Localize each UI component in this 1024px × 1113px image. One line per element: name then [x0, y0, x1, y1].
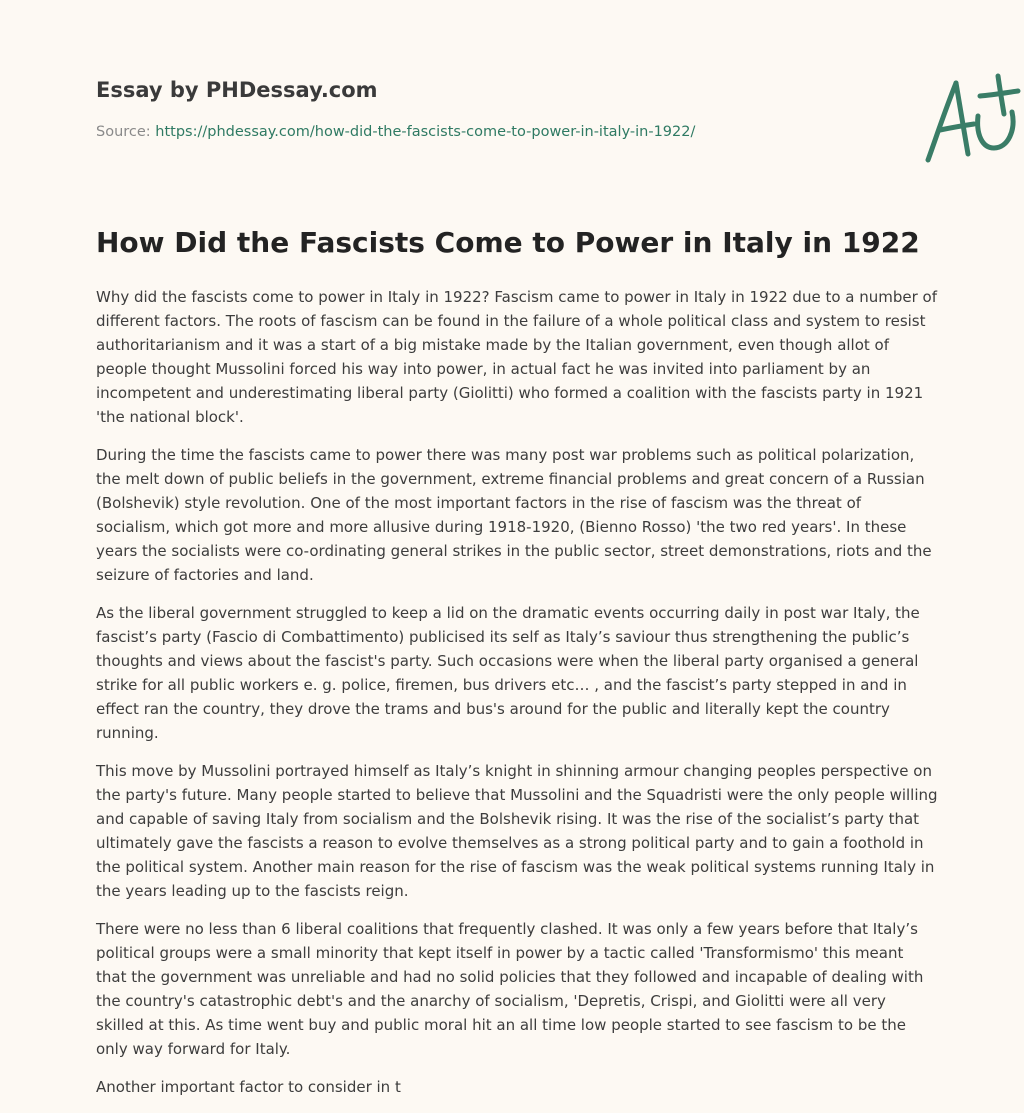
essay-title: How Did the Fascists Come to Power in Italy in 1922 — [96, 226, 920, 259]
essay-paragraph: As the liberal government struggled to keep a lid on the dramatic events occurring daily in post war Italy, the fascist’s party (Fascio di Combattimento) publicised its self as Italy’s saviour thus strengthening the public’s thoughts and views about the fascist's party. Such occasions were when the liberal party organised a general strike for all public workers e. g. police, firemen, bus drivers etc… , and the fascist’s party stepped in and in effect ran the country, they drove the trams and bus's around for the public and literally kept the country running. — [96, 604, 920, 742]
essay-paragraph: During the time the fascists came to power there was many post war problems such as political polarization, the melt down of public beliefs in the government, extreme financial problems and great concern of a Russian (Bolshevik) style revolution. One of the most important factors in the rise of fascism was the threat of socialism, which got more and more allusive during 1918-1920, (Bienno Rosso) 'the two red years'. In these years the socialists were co-ordinating general strikes in the public sector, street demonstrations, riots and the seizure of factories and land. — [96, 446, 932, 584]
essay-paragraph: Why did the fascists come to power in Italy in 1922? Fascism came to power in Italy in 1922 due to a number of different factors. The roots of fascism can be found in the failure of a whole political class and system to resist authoritarianism and it was a start of a big mistake made by the Italian government, even though allot of people thought Mussolini forced his way into power, in actual fact he was invited into parliament by an incompetent and underestimating liberal party (Giolitti) who formed a coalition with the fascists party in 1921 'the national block'. — [96, 288, 938, 426]
source-link[interactable]: https://phdessay.com/how-did-the-fascists-come-to-power-in-italy-in-1922/ — [155, 124, 696, 140]
source-label: Source: — [96, 124, 151, 140]
essay-paragraph: Another important factor to consider in t — [96, 1078, 401, 1096]
essay-body — [96, 285, 938, 1113]
essay-paragraph: There were no less than 6 liberal coalitions that frequently clashed. It was only a few years before that Italy’s political groups were a small minority that kept itself in power by a tactic called 'Transformismo' this meant that the government was unreliable and had no solid policies that they followed and incapable of dealing with the country's catastrophic debt's and the anarchy of socialism, 'Depretis, Crispi, and Giolitti were all very skilled at this. As time went buy and public moral hit an all time low people started to see fascism to be the only way forward for Italy. — [96, 920, 924, 1058]
source-line — [96, 124, 695, 140]
site-title: Essay by PHDessay.com — [96, 78, 378, 102]
essay-paragraph: This move by Mussolini portrayed himself as Italy’s knight in shinning armour changing peoples perspective on the party's future. Many people started to believe that Mussolini and the Squadristi were the only people willing and capable of saving Italy from socialism and the Bolshevik rising. It was the rise of the socialist’s party that ultimately gave the fascists a reason to evolve themselves as a strong political party and to gain a foothold in the political system. Another main reason for the rise of fascism was the weak political systems running Italy in the years leading up to the fascists reign. — [96, 762, 938, 900]
a-plus-logo-icon — [916, 68, 1024, 168]
